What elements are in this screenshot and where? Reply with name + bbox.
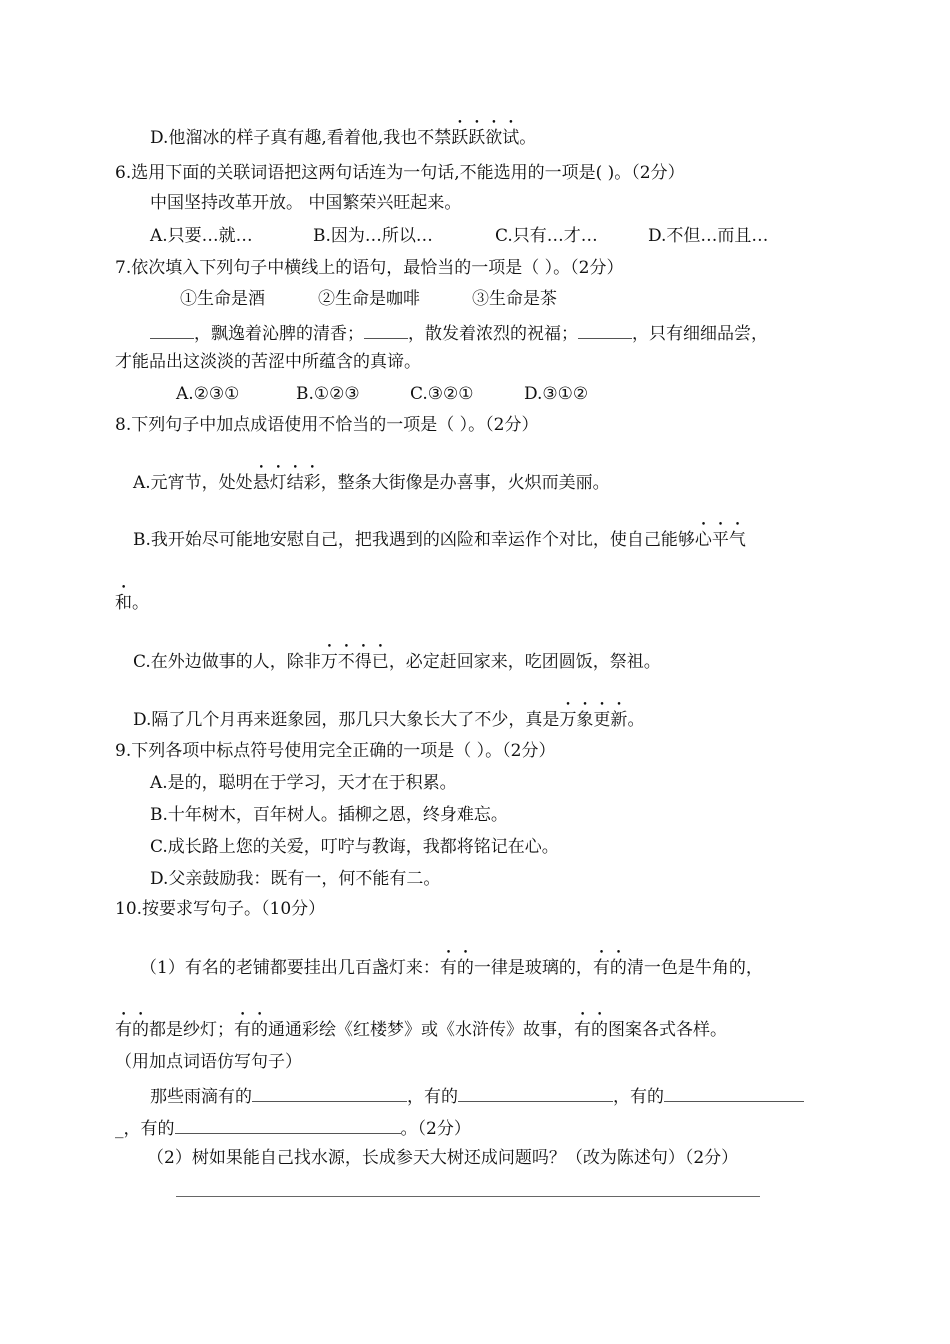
q5-option-d: D.他溜冰的样子真有趣,看着他,我也不禁跃跃欲试。 xyxy=(150,128,537,148)
q10-passage-line2: 有的都是纱灯；有的通通彩绘《红楼梦》或《水浒传》故事，有的图案各式各样。 xyxy=(115,1020,727,1040)
q8-option-b-cont: 和。 xyxy=(115,593,149,613)
q10-fill-line2[interactable]: _，有的 。（2分） xyxy=(115,1116,471,1139)
q8-option-b[interactable]: B.我开始尽可能地安慰自己，把我遇到的凶险和幸运作个对比，使自己能够心平气 xyxy=(133,530,746,550)
q6-sentence: 中国坚持改革开放。 中国繁荣兴旺起来。 xyxy=(150,193,462,213)
q8-stem: 8.下列句子中加点成语使用不恰当的一项是（ ）。（2分） xyxy=(115,415,539,435)
q7-option-a[interactable]: A.②③① xyxy=(176,384,240,404)
emphasis-idiom: 悬灯结彩 xyxy=(252,473,321,493)
q7-option-d[interactable]: D.③①② xyxy=(524,384,589,404)
q9-option-a[interactable]: A.是的，聪明在于学习，天才在于积累。 xyxy=(150,773,457,793)
q9-option-c[interactable]: C.成长路上您的关爱，叮咛与教诲，我都将铭记在心。 xyxy=(150,837,559,857)
q10-fill-line1[interactable]: 那些雨滴有的 ，有的 ，有的 xyxy=(150,1084,804,1107)
q10-stem: 10.按要求写句子。（10分） xyxy=(115,899,326,919)
q6-stem: 6.选用下面的关联词语把这两句话连为一句话,不能选用的一项是( )。（2分） xyxy=(115,163,685,183)
q7-option-b[interactable]: B.①②③ xyxy=(296,384,360,404)
q7-passage-line2: 才能品出这淡淡的苦涩中所蕴含的真谛。 xyxy=(115,352,421,372)
q6-option-a[interactable]: A.只要…就… xyxy=(150,226,253,246)
q10-instruction: （用加点词语仿写句子） xyxy=(115,1052,302,1072)
emphasis-idiom: 万象更新 xyxy=(559,710,628,730)
q10-passage-line1: （1）有名的老铺都要挂出几百盏灯来：有的一律是玻璃的，有的清一色是牛角的， xyxy=(140,958,763,978)
emphasis-word: 有的 xyxy=(574,1020,608,1040)
emphasis-word: 有的 xyxy=(592,958,627,978)
q8-option-c[interactable]: C.在外边做事的人，除非万不得已，必定赶回家来，吃团圆饭，祭祖。 xyxy=(133,652,661,672)
q7-item-1: ①生命是酒 xyxy=(180,289,265,309)
emphasis-word: 有的 xyxy=(234,1020,268,1040)
answer-line[interactable] xyxy=(176,1196,760,1197)
q7-option-c[interactable]: C.③②① xyxy=(410,384,474,404)
q7-stem: 7.依次填入下列句子中横线上的语句，最恰当的一项是（ ）。（2分） xyxy=(115,258,624,278)
emphasis-word: 有的 xyxy=(115,1020,149,1040)
emphasis-idiom: 心平气 xyxy=(694,530,746,550)
q10-part2: （2）树如果能自己找水源，长成参天大树还成问题吗？（改为陈述句）（2分） xyxy=(147,1148,739,1168)
q8-option-d[interactable]: D.隔了几个月再来逛象园，那几只大象长大了不少，真是万象更新。 xyxy=(133,710,645,730)
q9-option-d[interactable]: D.父亲鼓励我：既有一，何不能有二。 xyxy=(150,869,441,889)
q7-passage-line1: ，飘逸着沁脾的清香； ，散发着浓烈的祝福； ，只有细细品尝， xyxy=(150,321,768,344)
q6-option-b[interactable]: B.因为…所以… xyxy=(313,226,433,246)
q6-option-d[interactable]: D.不但…而且… xyxy=(648,226,769,246)
q7-item-3: ③生命是茶 xyxy=(472,289,557,309)
emphasis-idiom: 和 xyxy=(115,593,132,613)
emphasis-idiom: 跃跃欲试 xyxy=(451,128,520,148)
emphasis-word: 有的 xyxy=(439,958,474,978)
q9-stem: 9.下列各项中标点符号使用完全正确的一项是（ ）。（2分） xyxy=(115,741,556,761)
q9-option-b[interactable]: B.十年树木，百年树人。插柳之恩，终身难忘。 xyxy=(150,805,508,825)
emphasis-idiom: 万不得已 xyxy=(320,652,389,672)
q7-item-2: ②生命是咖啡 xyxy=(318,289,420,309)
q8-option-a[interactable]: A.元宵节，处处悬灯结彩，整条大街像是办喜事，火炽而美丽。 xyxy=(133,473,610,493)
q6-option-c[interactable]: C.只有…才… xyxy=(495,226,598,246)
